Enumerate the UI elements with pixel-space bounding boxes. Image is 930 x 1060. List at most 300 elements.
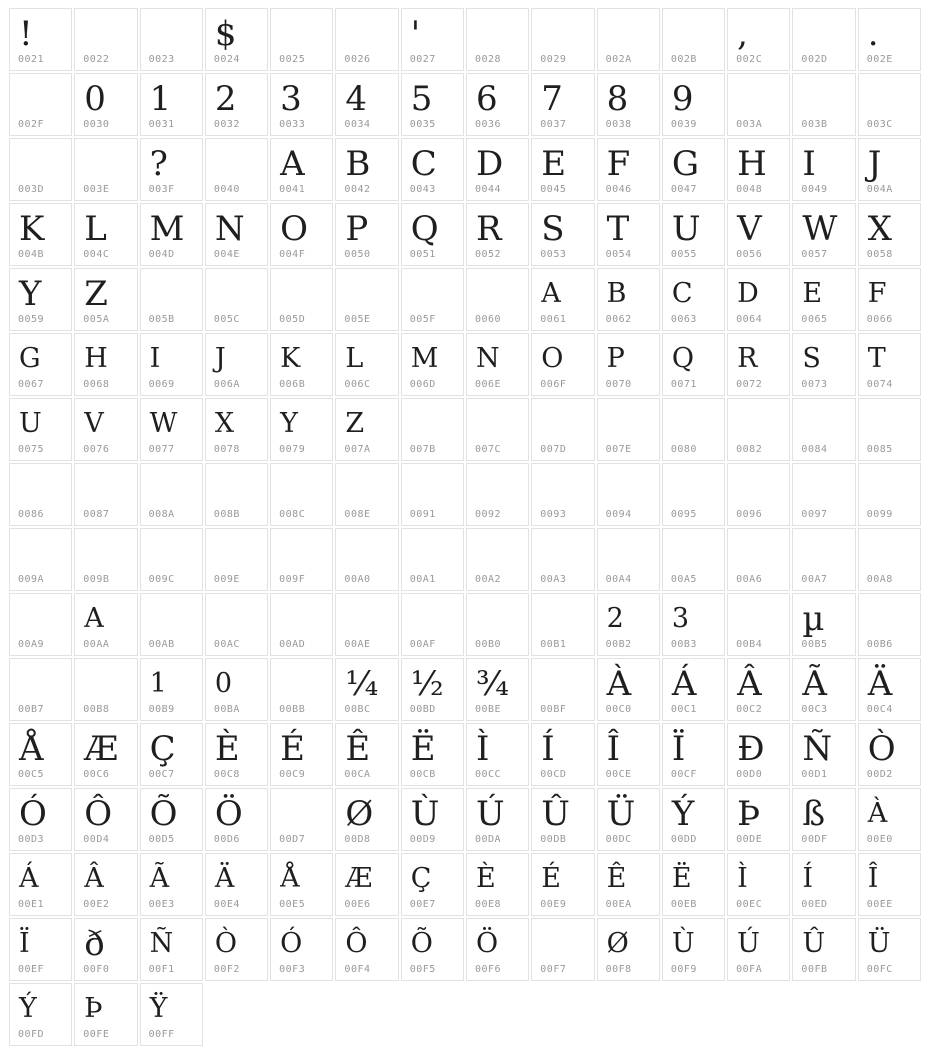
glyph-cell[interactable]: [727, 528, 790, 591]
glyph: Û: [802, 928, 826, 959]
glyph-cell[interactable]: [74, 593, 137, 656]
glyph-cell[interactable]: [727, 658, 790, 721]
glyph-cell[interactable]: [335, 593, 398, 656]
glyph-cell[interactable]: [9, 333, 72, 396]
glyph: Ë: [410, 729, 436, 769]
glyph-cell[interactable]: [9, 853, 72, 916]
codepoint-label: 0082: [736, 444, 763, 455]
codepoint-label: 00D5: [148, 834, 175, 845]
glyph-cell[interactable]: [727, 203, 790, 266]
glyph-cell[interactable]: [727, 73, 790, 136]
glyph-cell[interactable]: [792, 73, 855, 136]
glyph-cell[interactable]: [662, 398, 725, 461]
glyph-cell[interactable]: [205, 853, 268, 916]
glyph-cell[interactable]: [270, 658, 333, 721]
glyph-cell[interactable]: [858, 658, 921, 721]
glyph-cell[interactable]: [140, 788, 203, 851]
glyph-cell[interactable]: [140, 853, 203, 916]
glyph-cell[interactable]: [270, 73, 333, 136]
glyph-cell[interactable]: [597, 593, 660, 656]
glyph-cell[interactable]: [401, 853, 464, 916]
glyph-cell[interactable]: [597, 723, 660, 786]
glyph-cell[interactable]: [270, 788, 333, 851]
glyph-cell[interactable]: [335, 73, 398, 136]
codepoint-label: 00C5: [18, 769, 45, 780]
glyph: Æ: [84, 729, 119, 769]
codepoint-label: 00DE: [736, 834, 763, 845]
glyph-cell[interactable]: [727, 853, 790, 916]
glyph-cell[interactable]: [140, 333, 203, 396]
glyph-cell[interactable]: [74, 203, 137, 266]
glyph-cell[interactable]: [140, 268, 203, 331]
glyph-cell[interactable]: [74, 658, 137, 721]
glyph-cell[interactable]: [466, 593, 529, 656]
glyph-cell[interactable]: [531, 593, 594, 656]
codepoint-label: 00E9: [540, 899, 567, 910]
glyph-cell[interactable]: [662, 723, 725, 786]
glyph-cell[interactable]: [597, 268, 660, 331]
glyph-cell[interactable]: [466, 268, 529, 331]
glyph-cell[interactable]: [531, 463, 594, 526]
glyph: Â: [737, 664, 762, 704]
codepoint-label: 0099: [866, 509, 893, 520]
glyph-cell[interactable]: [531, 853, 594, 916]
glyph-cell[interactable]: [74, 463, 137, 526]
glyph-cell[interactable]: [9, 138, 72, 201]
glyph-cell[interactable]: [531, 73, 594, 136]
glyph-cell[interactable]: [597, 658, 660, 721]
glyph-cell[interactable]: [270, 593, 333, 656]
glyph-cell[interactable]: [466, 138, 529, 201]
glyph-cell[interactable]: [401, 918, 464, 981]
glyph: Y: [280, 408, 298, 439]
glyph-cell[interactable]: [335, 398, 398, 461]
glyph-cell[interactable]: [662, 463, 725, 526]
glyph-cell[interactable]: [727, 268, 790, 331]
glyph-cell[interactable]: [335, 658, 398, 721]
glyph-cell[interactable]: [466, 528, 529, 591]
glyph-cell[interactable]: [662, 138, 725, 201]
glyph-cell[interactable]: [270, 463, 333, 526]
glyph-cell[interactable]: [9, 203, 72, 266]
codepoint-label: 0049: [801, 184, 828, 195]
glyph-cell[interactable]: [466, 853, 529, 916]
glyph-cell[interactable]: [9, 398, 72, 461]
glyph-cell[interactable]: [858, 528, 921, 591]
glyph-cell[interactable]: [662, 528, 725, 591]
glyph-cell[interactable]: [74, 918, 137, 981]
glyph-cell[interactable]: [9, 8, 72, 71]
glyph-cell[interactable]: [140, 398, 203, 461]
glyph-cell[interactable]: [466, 333, 529, 396]
glyph: À: [867, 798, 888, 829]
codepoint-label: 002C: [736, 54, 763, 65]
codepoint-label: 00D7: [279, 834, 306, 845]
codepoint-label: 00A0: [344, 574, 371, 585]
glyph-cell[interactable]: [727, 463, 790, 526]
glyph-cell[interactable]: [9, 593, 72, 656]
glyph: !: [19, 14, 33, 54]
glyph: 8: [606, 79, 629, 119]
glyph: Ù: [410, 794, 440, 834]
glyph-cell[interactable]: [662, 788, 725, 851]
glyph-cell[interactable]: [597, 853, 660, 916]
glyph-cell[interactable]: [270, 203, 333, 266]
codepoint-label: 00E4: [213, 899, 240, 910]
codepoint-label: 00AD: [279, 639, 306, 650]
glyph-cell[interactable]: [792, 463, 855, 526]
glyph-cell[interactable]: [140, 593, 203, 656]
glyph: 1: [149, 79, 172, 119]
glyph-cell[interactable]: [792, 723, 855, 786]
glyph-cell[interactable]: [531, 203, 594, 266]
glyph-cell[interactable]: [858, 853, 921, 916]
glyph-cell[interactable]: [205, 138, 268, 201]
glyph-cell[interactable]: [597, 788, 660, 851]
glyph-cell[interactable]: [140, 918, 203, 981]
codepoint-label: 00C7: [148, 769, 175, 780]
glyph-cell[interactable]: [205, 398, 268, 461]
glyph-cell[interactable]: [335, 138, 398, 201]
glyph-cell[interactable]: [335, 8, 398, 71]
glyph-cell[interactable]: [858, 8, 921, 71]
glyph-cell[interactable]: [140, 658, 203, 721]
glyph-cell[interactable]: [531, 788, 594, 851]
codepoint-label: 0025: [279, 54, 306, 65]
glyph-cell[interactable]: [858, 138, 921, 201]
glyph-cell[interactable]: [858, 73, 921, 136]
codepoint-label: 00D1: [801, 769, 828, 780]
codepoint-label: 00B7: [18, 704, 45, 715]
glyph-cell[interactable]: [401, 593, 464, 656]
glyph-cell[interactable]: [531, 8, 594, 71]
glyph-cell[interactable]: [270, 918, 333, 981]
glyph-cell[interactable]: [662, 333, 725, 396]
glyph: Õ: [410, 928, 433, 959]
glyph-cell[interactable]: [205, 268, 268, 331]
glyph-cell[interactable]: [335, 463, 398, 526]
glyph-cell[interactable]: [270, 398, 333, 461]
glyph-cell[interactable]: [74, 723, 137, 786]
glyph-cell[interactable]: [531, 138, 594, 201]
glyph-cell[interactable]: [858, 398, 921, 461]
glyph-cell[interactable]: [74, 528, 137, 591]
glyph-cell[interactable]: [140, 8, 203, 71]
glyph-cell[interactable]: [792, 268, 855, 331]
glyph-cell[interactable]: [74, 138, 137, 201]
codepoint-label: 00F8: [605, 964, 632, 975]
glyph-cell[interactable]: [727, 788, 790, 851]
glyph-cell[interactable]: [401, 8, 464, 71]
glyph-cell[interactable]: [9, 788, 72, 851]
glyph-cell[interactable]: [401, 788, 464, 851]
glyph-cell[interactable]: [74, 983, 137, 1046]
codepoint-label: 006E: [474, 379, 502, 390]
glyph-cell[interactable]: [140, 73, 203, 136]
codepoint-label: 002D: [801, 54, 828, 65]
glyph-cell[interactable]: [466, 723, 529, 786]
codepoint-label: 00B0: [474, 639, 502, 650]
glyph-cell[interactable]: [335, 918, 398, 981]
glyph: D: [737, 278, 759, 309]
glyph-cell[interactable]: [205, 528, 268, 591]
glyph-cell[interactable]: [662, 268, 725, 331]
glyph-cell[interactable]: [140, 203, 203, 266]
codepoint-label: 0075: [18, 444, 45, 455]
glyph: A: [280, 144, 305, 184]
glyph-cell[interactable]: [858, 723, 921, 786]
glyph-cell[interactable]: [9, 73, 72, 136]
glyph-cell[interactable]: [74, 333, 137, 396]
glyph-cell[interactable]: [727, 333, 790, 396]
codepoint-label: 0064: [736, 314, 763, 325]
codepoint-label: 0087: [83, 509, 110, 520]
glyph-cell[interactable]: [205, 463, 268, 526]
glyph: 5: [410, 79, 433, 119]
glyph-cell[interactable]: [205, 73, 268, 136]
glyph-cell[interactable]: [335, 333, 398, 396]
codepoint-label: 00D3: [18, 834, 45, 845]
glyph: S: [802, 343, 821, 374]
glyph: U: [19, 408, 42, 439]
glyph-cell[interactable]: [858, 593, 921, 656]
glyph-cell[interactable]: [727, 8, 790, 71]
glyph-cell[interactable]: [205, 723, 268, 786]
glyph-cell[interactable]: [466, 658, 529, 721]
glyph-cell[interactable]: [74, 788, 137, 851]
codepoint-label: 00BB: [279, 704, 306, 715]
glyph-cell[interactable]: [727, 593, 790, 656]
glyph-cell[interactable]: [662, 918, 725, 981]
glyph-cell[interactable]: [858, 268, 921, 331]
glyph-cell[interactable]: [858, 788, 921, 851]
codepoint-label: 00F4: [344, 964, 371, 975]
glyph-cell[interactable]: [9, 983, 72, 1046]
glyph-cell[interactable]: [74, 853, 137, 916]
glyph: J: [214, 343, 226, 374]
codepoint-label: 0031: [148, 119, 175, 130]
codepoint-label: 0070: [605, 379, 632, 390]
codepoint-label: 00CC: [474, 769, 502, 780]
glyph-cell[interactable]: [335, 203, 398, 266]
glyph-cell[interactable]: [597, 398, 660, 461]
codepoint-label: 00F2: [213, 964, 240, 975]
glyph: L: [345, 343, 364, 374]
glyph-cell[interactable]: [9, 268, 72, 331]
glyph-cell[interactable]: [858, 333, 921, 396]
glyph-cell[interactable]: [727, 723, 790, 786]
glyph-cell[interactable]: [466, 918, 529, 981]
glyph-cell[interactable]: [401, 463, 464, 526]
glyph-cell[interactable]: [466, 8, 529, 71]
codepoint-label: 00EF: [18, 964, 45, 975]
glyph-cell[interactable]: [335, 528, 398, 591]
codepoint-label: 0073: [801, 379, 828, 390]
glyph-cell[interactable]: [597, 8, 660, 71]
codepoint-label: 00F0: [83, 964, 110, 975]
glyph-cell[interactable]: [531, 528, 594, 591]
glyph-cell[interactable]: [205, 593, 268, 656]
glyph-cell[interactable]: [205, 788, 268, 851]
glyph-cell[interactable]: [205, 203, 268, 266]
glyph-cell[interactable]: [792, 658, 855, 721]
glyph-cell[interactable]: [140, 983, 203, 1046]
glyph-cell[interactable]: [205, 333, 268, 396]
codepoint-label: 007C: [474, 444, 502, 455]
glyph-cell[interactable]: [140, 528, 203, 591]
glyph-cell[interactable]: [531, 268, 594, 331]
glyph-cell[interactable]: [792, 788, 855, 851]
glyph: Ö: [214, 794, 243, 834]
codepoint-label: 00CE: [605, 769, 632, 780]
glyph-cell[interactable]: [792, 528, 855, 591]
glyph-cell[interactable]: [401, 268, 464, 331]
codepoint-label: 00CB: [409, 769, 436, 780]
glyph-cell[interactable]: [858, 463, 921, 526]
glyph: Ò: [214, 928, 237, 959]
glyph: F: [606, 144, 631, 184]
glyph-cell[interactable]: [74, 8, 137, 71]
glyph-cell[interactable]: [270, 268, 333, 331]
glyph: 6: [475, 79, 498, 119]
glyph-cell[interactable]: [466, 73, 529, 136]
codepoint-label: 00D8: [344, 834, 371, 845]
glyph-cell[interactable]: [792, 853, 855, 916]
glyph-cell[interactable]: [792, 918, 855, 981]
glyph-cell[interactable]: [74, 398, 137, 461]
glyph-cell[interactable]: [792, 138, 855, 201]
glyph-cell[interactable]: [531, 918, 594, 981]
glyph-cell[interactable]: [597, 203, 660, 266]
codepoint-label: 003C: [866, 119, 893, 130]
glyph-cell[interactable]: [335, 723, 398, 786]
glyph-cell[interactable]: [270, 853, 333, 916]
glyph-cell[interactable]: [401, 203, 464, 266]
glyph: Å: [280, 863, 300, 894]
glyph-cell[interactable]: [858, 918, 921, 981]
glyph: Ý: [671, 794, 695, 834]
glyph-cell[interactable]: [662, 203, 725, 266]
glyph-cell[interactable]: [597, 463, 660, 526]
codepoint-label: 00DF: [801, 834, 828, 845]
glyph-cell[interactable]: [531, 658, 594, 721]
glyph-cell[interactable]: [531, 333, 594, 396]
glyph-cell[interactable]: [597, 528, 660, 591]
glyph-cell[interactable]: [466, 788, 529, 851]
glyph-cell[interactable]: [401, 528, 464, 591]
glyph-cell[interactable]: [531, 398, 594, 461]
glyph-cell[interactable]: [662, 73, 725, 136]
glyph-cell[interactable]: [662, 658, 725, 721]
glyph-cell[interactable]: [9, 528, 72, 591]
glyph-cell[interactable]: [401, 73, 464, 136]
glyph-cell[interactable]: [792, 333, 855, 396]
glyph-cell[interactable]: [9, 463, 72, 526]
codepoint-label: 0097: [801, 509, 828, 520]
glyph: Q: [410, 209, 439, 249]
codepoint-label: 00B4: [736, 639, 763, 650]
glyph-cell[interactable]: [727, 138, 790, 201]
glyph: Û: [541, 794, 570, 834]
glyph-cell[interactable]: [140, 138, 203, 201]
glyph-cell[interactable]: [597, 918, 660, 981]
glyph-cell[interactable]: [270, 8, 333, 71]
glyph-cell[interactable]: [9, 918, 72, 981]
codepoint-label: 00E1: [18, 899, 45, 910]
glyph-cell[interactable]: [531, 723, 594, 786]
glyph-cell[interactable]: [205, 8, 268, 71]
glyph-cell[interactable]: [270, 333, 333, 396]
codepoint-label: 00CF: [670, 769, 697, 780]
glyph-cell[interactable]: [401, 333, 464, 396]
codepoint-label: 00D9: [409, 834, 436, 845]
glyph-cell[interactable]: [9, 723, 72, 786]
glyph-cell[interactable]: [270, 138, 333, 201]
glyph: Z: [84, 274, 108, 314]
glyph-cell[interactable]: [727, 398, 790, 461]
glyph: Ä: [214, 863, 235, 894]
glyph-cell[interactable]: [858, 203, 921, 266]
glyph: 9: [671, 79, 694, 119]
glyph-cell[interactable]: [140, 723, 203, 786]
glyph-cell[interactable]: [270, 528, 333, 591]
codepoint-label: 006A: [213, 379, 240, 390]
glyph-cell[interactable]: [74, 73, 137, 136]
glyph-cell[interactable]: [466, 398, 529, 461]
glyph-cell[interactable]: [205, 918, 268, 981]
glyph-cell[interactable]: [140, 463, 203, 526]
glyph: Ú: [737, 928, 760, 959]
codepoint-label: 00E6: [344, 899, 371, 910]
glyph-cell[interactable]: [9, 658, 72, 721]
glyph-cell[interactable]: [597, 333, 660, 396]
glyph-cell[interactable]: [401, 658, 464, 721]
glyph-cell[interactable]: [270, 723, 333, 786]
glyph-cell[interactable]: [466, 463, 529, 526]
glyph-cell[interactable]: [662, 593, 725, 656]
glyph-cell[interactable]: [74, 268, 137, 331]
glyph: Ï: [19, 928, 30, 959]
codepoint-label: 007E: [605, 444, 632, 455]
glyph-cell[interactable]: [401, 723, 464, 786]
glyph-cell[interactable]: [466, 203, 529, 266]
glyph-cell[interactable]: [335, 268, 398, 331]
glyph-cell[interactable]: [662, 8, 725, 71]
glyph-cell[interactable]: [401, 138, 464, 201]
glyph: ,: [737, 14, 748, 54]
glyph-cell[interactable]: [597, 138, 660, 201]
glyph-cell[interactable]: [401, 398, 464, 461]
codepoint-label: 003F: [148, 184, 175, 195]
glyph-cell[interactable]: [335, 853, 398, 916]
glyph-cell[interactable]: [597, 73, 660, 136]
glyph-cell[interactable]: [662, 853, 725, 916]
codepoint-label: 0048: [736, 184, 763, 195]
glyph-cell[interactable]: [792, 8, 855, 71]
glyph-cell[interactable]: [792, 203, 855, 266]
codepoint-label: 005C: [213, 314, 240, 325]
glyph: G: [19, 343, 41, 374]
glyph-cell[interactable]: [792, 398, 855, 461]
glyph: Ì: [737, 863, 748, 894]
glyph: D: [475, 144, 504, 184]
glyph-cell[interactable]: [792, 593, 855, 656]
glyph-cell[interactable]: [727, 918, 790, 981]
glyph: $: [214, 14, 237, 54]
glyph: 3: [671, 603, 690, 634]
glyph-cell[interactable]: [205, 658, 268, 721]
glyph-cell[interactable]: [335, 788, 398, 851]
